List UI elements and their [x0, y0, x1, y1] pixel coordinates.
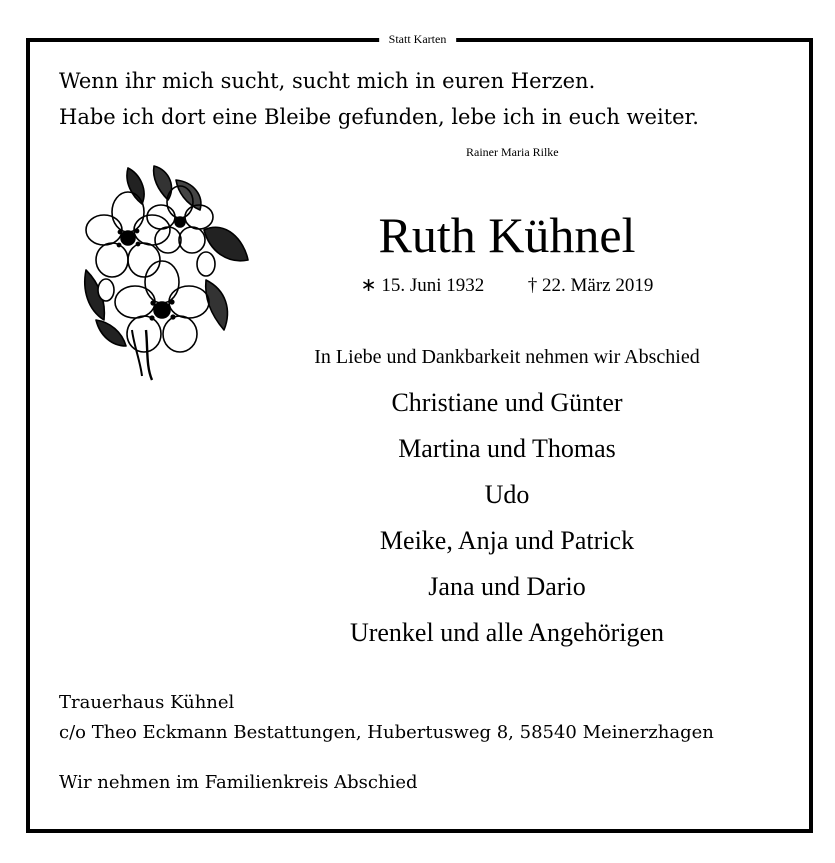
- death-date: 22. März 2019: [542, 275, 654, 296]
- mourners-list: [260, 383, 754, 659]
- birth-date: 15. Juni 1932: [381, 275, 485, 296]
- mourner-entry: Udo: [484, 480, 530, 509]
- contact-address: c/o Theo Eckmann Bestattungen, Hubertusweg 8, 58540 Meinerzhagen: [59, 722, 714, 743]
- farewell-line: In Liebe und Dankbarkeit nehmen wir Abschied: [314, 346, 700, 368]
- quote-block: [59, 63, 699, 135]
- mourner-entry: Meike, Anja und Patrick: [379, 526, 635, 555]
- birth-star-icon: ∗: [360, 275, 377, 296]
- mourner-entry: Jana und Dario: [428, 572, 586, 601]
- deceased-name: Ruth Kühnel: [378, 207, 636, 263]
- mourner-entry: Christiane und Günter: [391, 388, 623, 417]
- statt-karten-label: Statt Karten: [379, 30, 457, 48]
- life-dates: [300, 274, 714, 298]
- mourner-entry: Urenkel und alle Angehörigen: [349, 618, 665, 647]
- quote-line: Wenn ihr mich sucht, sucht mich in euren Herzen.: [59, 69, 596, 93]
- contact-line: Trauerhaus Kühnel: [59, 692, 235, 713]
- apple-blossom-illustration-icon: [76, 160, 252, 382]
- death-cross-icon: †: [527, 275, 538, 296]
- closing-note: Wir nehmen im Familienkreis Abschied: [59, 772, 418, 793]
- contact-block: [59, 688, 714, 748]
- mourner-entry: Martina und Thomas: [398, 434, 616, 463]
- quote-author: Rainer Maria Rilke: [466, 145, 559, 159]
- quote-line: Habe ich dort eine Bleibe gefunden, lebe ich in euch weiter.: [59, 105, 699, 129]
